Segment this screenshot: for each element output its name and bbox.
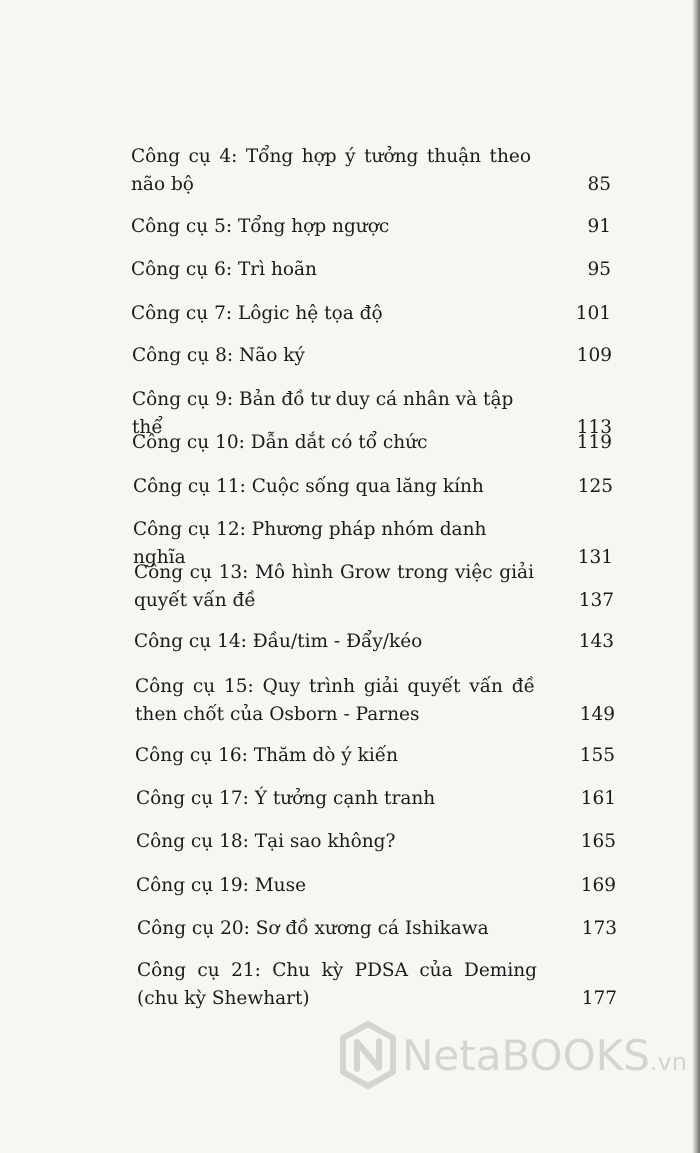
toc-entry-title: Công cụ 21: Chu kỳ PDSA của Deming (chu kỳ Shewhart) (137, 960, 537, 1009)
toc-entry-page: 119 (576, 432, 612, 453)
toc-entry-page: 155 (579, 745, 615, 766)
toc-entry-page: 95 (587, 259, 611, 280)
toc-entry-title: Công cụ 12: Phương pháp nhóm danh nghĩa (133, 519, 487, 568)
toc-entry (137, 957, 617, 1013)
toc-entry (135, 673, 615, 729)
toc-entry (137, 915, 617, 943)
toc-entry-page: 131 (577, 547, 613, 568)
toc-entry-page: 91 (587, 216, 611, 237)
toc-entry-title: Công cụ 11: Cuộc sống qua lăng kính (133, 476, 484, 497)
watermark-brand: NetaBOOKS (402, 1031, 650, 1080)
toc-entry (132, 342, 612, 370)
toc-entry-title: Công cụ 17: Ý tưởng cạnh tranh (136, 788, 436, 809)
toc-entry (131, 143, 611, 199)
toc-entry-page: 177 (581, 988, 617, 1009)
toc-entry-page: 85 (587, 174, 611, 195)
toc-entry-title: Công cụ 10: Dẫn dắt có tổ chức (132, 432, 428, 453)
toc-entry-title: Công cụ 4: Tổng hợp ý tưởng thuận theo não bộ (131, 146, 531, 195)
toc-entry (136, 785, 616, 813)
toc-entry-title: Công cụ 7: Lôgic hệ tọa độ (131, 303, 383, 324)
toc-entry (132, 429, 612, 457)
toc-entry-page: 125 (577, 476, 613, 497)
toc-entry (134, 559, 614, 615)
toc-entry-page: 109 (576, 345, 612, 366)
toc-entry (131, 213, 611, 241)
toc-entry-page: 165 (580, 831, 616, 852)
toc-entry-title: Công cụ 6: Trì hoãn (131, 259, 317, 280)
toc-entry-title: Công cụ 9: Bản đồ tư duy cá nhân và tập thể (132, 389, 514, 438)
toc-entry-title: Công cụ 8: Não ký (132, 345, 305, 366)
netabooks-logo-icon (338, 1020, 398, 1090)
toc-entry (131, 300, 611, 328)
toc-entry (131, 256, 611, 284)
toc-entry-title: Công cụ 19: Muse (136, 875, 307, 896)
toc-entry-page: 137 (578, 590, 614, 611)
toc-entry-page: 143 (578, 631, 614, 652)
toc-entry (136, 872, 616, 900)
page-edge-shadow (692, 0, 700, 1153)
toc-entry (136, 828, 616, 856)
toc-entry (135, 742, 615, 770)
toc-entry (133, 473, 613, 501)
watermark-text (402, 1032, 687, 1086)
watermark (338, 1020, 688, 1092)
watermark-suffix: .vn (649, 1048, 687, 1076)
toc-entry-page: 173 (581, 918, 617, 939)
toc-entry (134, 628, 614, 656)
toc-entry-page: 113 (576, 417, 612, 438)
toc-entry-title: Công cụ 15: Quy trình giải quyết vấn đề then chốt của Osborn - Parnes (135, 676, 535, 725)
toc-entry-title: Công cụ 18: Tại sao không? (136, 831, 396, 852)
toc-entry-page: 169 (580, 875, 616, 896)
toc-entry-page: 101 (575, 303, 611, 324)
toc-entry-title: Công cụ 13: Mô hình Grow trong việc giải quyết vấn đề (134, 562, 534, 611)
toc-entry-title: Công cụ 20: Sơ đồ xương cá Ishikawa (137, 918, 489, 939)
toc-entry-title: Công cụ 5: Tổng hợp ngược (131, 216, 390, 237)
toc-entry-title: Công cụ 16: Thăm dò ý kiến (135, 745, 399, 766)
toc-entry-page: 149 (579, 704, 615, 725)
toc-entry-page: 161 (580, 788, 616, 809)
toc-entry-title: Công cụ 14: Đầu/tim - Đẩy/kéo (134, 631, 423, 652)
